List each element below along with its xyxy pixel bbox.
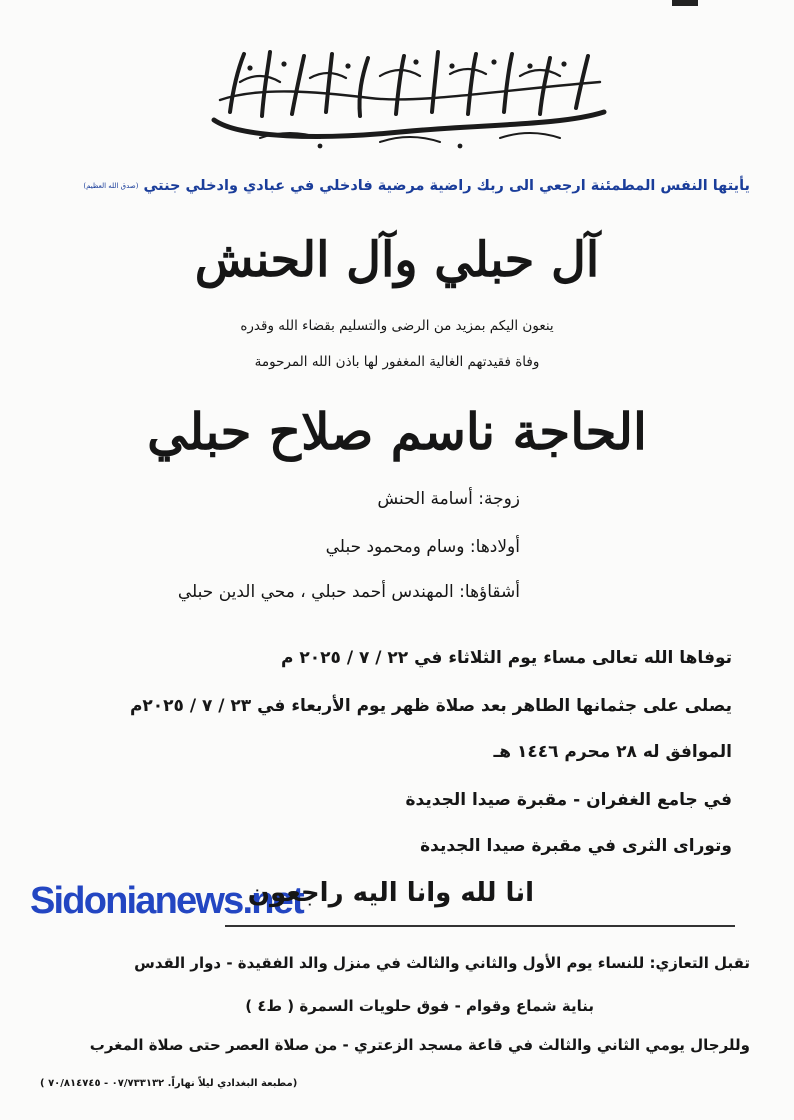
place-line: في جامع الغفران - مقبرة صيدا الجديدة (405, 790, 732, 810)
closing-phrase: انا لله وانا اليه راجعون (247, 878, 534, 908)
families-heading: آل حبلي وآل الحنش (194, 232, 600, 288)
corner-mark (672, 0, 698, 6)
watermark: Sidonianews.net (30, 880, 303, 922)
burial-line: وتوراى الثرى في مقبرة صيدا الجديدة (420, 836, 732, 856)
condolences-line-1: تقبل التعازي: للنساء يوم الأول والثاني والثالث في منزل والد الفقيدة - دوار القدس (134, 954, 750, 972)
husband-line: زوجة: أسامة الحنش (377, 489, 520, 509)
verse-text: يأيتها النفس المطمئنة ارجعي الى ربك راضية مرضية فادخلي في عبادي وادخلي جنتي (143, 178, 750, 194)
deceased-name: الحاجة ناسم صلاح حبلي (147, 402, 647, 461)
divider (225, 925, 735, 927)
hijri-date-line: الموافق له ٢٨ محرم ١٤٤٦ هـ (493, 742, 732, 762)
announcement-line-1: ينعون اليكم بمزيد من الرضى والتسليم بقضاء الله وقدره (240, 318, 554, 334)
condolences-line-2: بناية شماع وقوام - فوق حلويات السمرة ( ط٤ ) (245, 997, 594, 1015)
siblings-line: أشقاؤها: المهندس أحمد حبلي ، محي الدين حبلي (177, 582, 520, 602)
condolences-line-3: وللرجال يومي الثاني والثالث في قاعة مسجد الزعتري - من صلاة العصر حتى صلاة المغرب (89, 1036, 750, 1054)
calligraphy-logo (200, 42, 620, 150)
printer-credit: (مطبعة البغدادي ليلاً نهاراً. ٠٧/٧٣٣١٣٢ - ٧٠/٨١٤٧٤٥ ) (40, 1078, 298, 1089)
verse-source: (صدق الله العظيم) (83, 182, 139, 190)
death-date-line: توفاها الله تعالى مساء يوم الثلاثاء في ٢٢ / ٧ / ٢٠٢٥ م (281, 648, 732, 668)
prayer-line: يصلى على جثمانها الطاهر بعد صلاة ظهر يوم الأربعاء في ٢٣ / ٧ / ٢٠٢٥م (129, 696, 732, 716)
children-line: أولادها: وسام ومحمود حبلي (325, 537, 520, 557)
quran-verse (30, 178, 750, 194)
announcement-line-2: وفاة فقيدتهم الغالية المغفور لها باذن الله المرحومة (254, 354, 540, 370)
